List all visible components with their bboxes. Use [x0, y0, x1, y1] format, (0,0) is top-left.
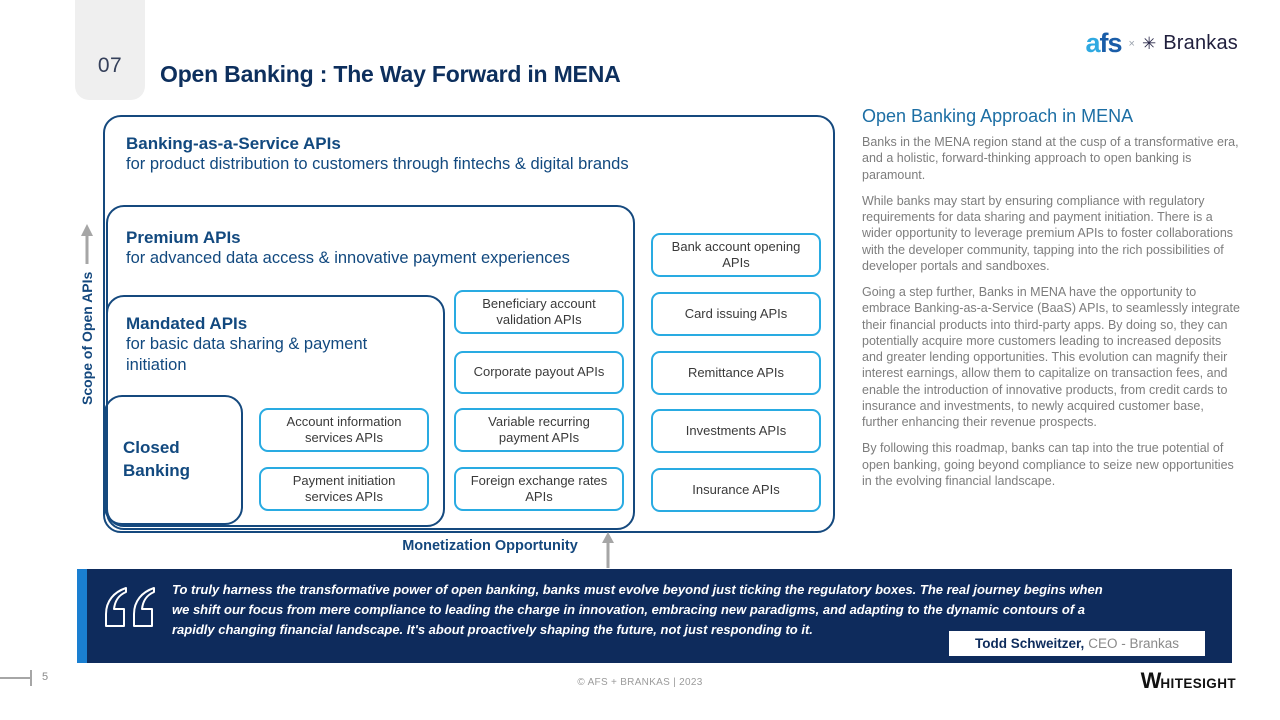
tier-label-baas: [126, 133, 629, 175]
footer-rule: [0, 677, 31, 679]
brankas-logo-text: Brankas: [1163, 32, 1238, 54]
tier-label-premium: [126, 227, 570, 269]
afs-logo: afs: [1085, 28, 1122, 58]
api-box-insurance: Insurance APIs: [651, 468, 821, 512]
logo-separator: ×: [1128, 37, 1135, 50]
monetization-axis-arrow-icon: [601, 532, 615, 568]
approach-paragraph: Banks in the MENA region stand at the cusp of a transformative era, and a holistic, forward-thinking approach to open banking is paramount.: [862, 135, 1239, 182]
page-number: 5: [42, 671, 49, 683]
quote-icon: [105, 586, 161, 630]
header-logo: [1085, 30, 1238, 57]
api-box-variable-recurring: Variable recurring payment APIs: [454, 408, 624, 452]
tier-box-closed-banking: [104, 395, 243, 525]
tier-subtitle-baas: for product distribution to customers through fintechs & digital brands: [126, 155, 629, 174]
quote-accent-stripe: [77, 569, 87, 663]
scope-axis-arrow-icon: [80, 224, 94, 264]
api-box-payment-initiation: Payment initiation services APIs: [259, 467, 429, 511]
tier-label-closed-banking: [106, 397, 193, 523]
footer-copyright: © AFS + BRANKAS | 2023: [577, 677, 703, 688]
approach-paragraph: By following this roadmap, banks can tap into the true potential of open banking, going beyond compliance to seize new opportunities in the evolving financial landscape.: [862, 441, 1234, 488]
brankas-logo-icon: ✳: [1141, 34, 1157, 53]
api-box-corporate-payout: Corporate payout APIs: [454, 351, 624, 394]
api-box-bank-account-opening: Bank account opening APIs: [651, 233, 821, 277]
quote-author: Todd Schweitzer,: [974, 636, 1085, 651]
api-box-foreign-exchange: Foreign exchange rates APIs: [454, 467, 624, 511]
tier-title-baas: Banking-as-a-Service APIs: [126, 134, 341, 153]
quote-box: [87, 569, 1232, 663]
api-box-card-issuing: Card issuing APIs: [651, 292, 821, 336]
tier-subtitle-premium: for advanced data access & innovative payment experiences: [126, 249, 570, 268]
slide-number: 07: [97, 54, 123, 77]
y-axis-label: Scope of Open APIs: [79, 271, 95, 405]
api-box-investments: Investments APIs: [651, 409, 821, 453]
approach-paragraph: While banks may start by ensuring compliance with regulatory requirements for data sharing and payment initiation. There is a wider opportunity to leverage premium APIs to foster collaborations with the developer community, tapping into the rich possibilities of developer portals and sandboxes.: [862, 193, 1234, 273]
tier-title-premium: Premium APIs: [126, 228, 241, 247]
slide-number-box: [75, 0, 145, 100]
x-axis-label: Monetization Opportunity: [402, 538, 578, 554]
footer-rule-tick: [30, 670, 32, 686]
approach-heading: Open Banking Approach in MENA: [862, 106, 1134, 126]
tier-title-mandated: Mandated APIs: [126, 314, 248, 333]
approach-paragraph: Going a step further, Banks in MENA have the opportunity to embrace Banking-as-a-Service (BaaS) APIs, to seamlessly integrate their financial products into third-party apps. By doing so, they can potentially acquire more customers leading to increased deposits and greater lending opportunities. This evolution can magnify their interest earnings, allow them to capitalize on transaction fees, and enable the introduction of innovative products, from credit cards to insurance and investments, to newly acquired customer base, further enhancing their revenue prospects.: [862, 285, 1240, 429]
quote-text: To truly harness the transformative power of open banking, banks must evolve beyond just ticking the regulatory boxes. The real journey begins when we shift our focus from mere compliance to leading the charge in innovation, embracing new paradigms, and adapting to the dynamic contours of a rapidly changing financial landscape. It's about proactively shaping the future, not just responding to it.: [172, 582, 1103, 638]
tier-subtitle-mandated: for basic data sharing & payment initiation: [126, 335, 368, 374]
api-box-beneficiary-validation: Beneficiary account validation APIs: [454, 290, 624, 334]
api-box-remittance: Remittance APIs: [651, 351, 821, 395]
tier-label-mandated: [126, 313, 426, 376]
tier-title-closed-banking: Closed Banking: [123, 438, 191, 480]
page-title: Open Banking : The Way Forward in MENA: [160, 61, 621, 87]
quote-attribution: [949, 631, 1205, 656]
quote-author-role: CEO - Brankas: [1088, 636, 1180, 651]
approach-body: [862, 134, 1240, 499]
whitesight-logo: W HITESIGHT: [1140, 668, 1236, 693]
api-box-account-information: Account information services APIs: [259, 408, 429, 452]
